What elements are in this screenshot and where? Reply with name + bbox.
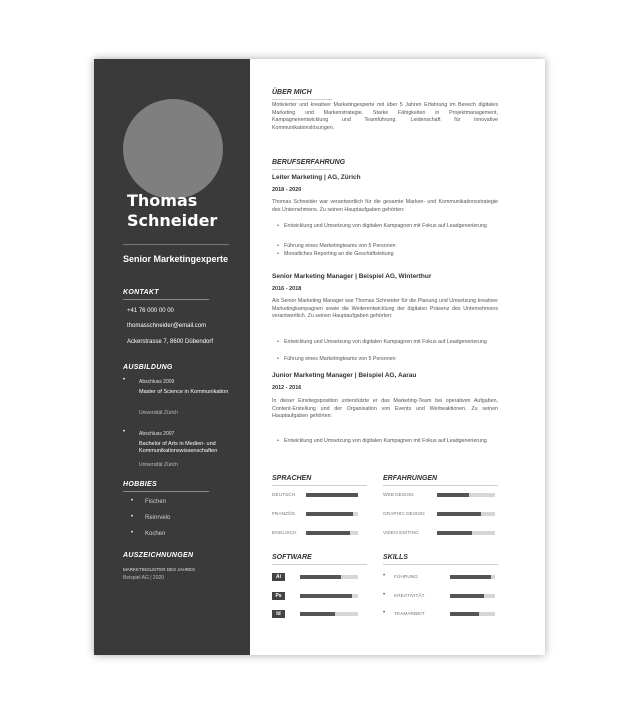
language-bar-fill — [306, 531, 350, 535]
education-year: Abschluss 2007 — [139, 431, 175, 437]
divider — [272, 169, 332, 170]
job-bullet: • Führung eines Marketingteams von 5 Personen — [284, 356, 492, 363]
contact-address: Ackerstrasse 7, 8600 Dübendorf — [127, 339, 214, 345]
experience-label: WEB DESIGN — [383, 493, 414, 498]
language-bar — [306, 531, 358, 535]
cv-page — [94, 59, 545, 655]
education-heading: AUSBILDUNG — [123, 364, 173, 371]
education-degree: Bachelor of Arts in Medien- und Kommunikationswissenschaften — [139, 441, 218, 454]
divider — [272, 564, 367, 565]
experience-label: VIDEO EDITING — [383, 531, 419, 536]
software-bar-fill — [300, 575, 341, 579]
language-label: ENGLISCH — [272, 531, 297, 536]
bullet-icon: • — [131, 530, 134, 536]
job-title: Senior Marketing Manager | Beispiel AG, Winterthur — [272, 273, 432, 280]
job-bullet: • Entwicklung und Umsetzung von digitalen Kampagnen mit Fokus auf Leadgenerierung — [284, 339, 492, 346]
job-dates: 2012 - 2016 — [272, 385, 302, 391]
last-name: Schneider — [127, 211, 218, 230]
languages-heading: SPRACHEN — [272, 475, 312, 482]
experience-bar — [437, 531, 495, 535]
experience-bar — [437, 512, 495, 516]
divider — [272, 485, 367, 486]
job-bullet: • Führung eines Marketingteams von 5 Personen — [284, 243, 492, 250]
experiences-heading: ERFAHRUNGEN — [383, 475, 438, 482]
skill-label: FÜHRUNG — [394, 575, 418, 580]
job-description: Thomas Schneider war verantwortlich für die gesamte Marken- und Kommunikationsstrategie des Unternehmens. Zu seinen Hauptaufgaben gehörten: — [272, 199, 498, 213]
skill-label: KREATIVITÄT — [394, 594, 425, 599]
bullet-icon: • — [131, 498, 134, 504]
job-description: Als Senior Marketing Manager war Thomas Schneider für die Planung und Umsetzung kreativer Marketingkampagnen sowie die Weiterentwicklung der digitalen Präsenz des Unternehmens verantwortlich. Zu seinen Hauptaufgaben gehörten: — [272, 298, 498, 319]
divider — [383, 564, 498, 565]
skill-bar — [450, 594, 495, 598]
about-text: Motivierter und kreativer Marketingexperte mit über 5 Jahren Erfahrung im Bereich digitales Marketing und Markenstrategie. Starke Fähigkeiten in Projektmanagement, Kampagnenentwicklung und Teamführung. Leidenschaft für innovative Kommunikationslösungen. — [272, 102, 498, 131]
experience-heading: BERUFSERFAHRUNG — [272, 159, 346, 166]
contact-email: thomasschneider@email.com — [127, 323, 207, 329]
skill-bar-fill — [450, 594, 484, 598]
awards-heading: AUSZEICHNUNGEN — [123, 552, 194, 559]
award-title: MARKETINGLEITER DES JAHRES — [123, 567, 196, 572]
language-bar — [306, 512, 358, 516]
language-label: FRANZÖS — [272, 512, 295, 517]
main-content — [272, 59, 527, 655]
education-school: Universität Zürich — [139, 462, 178, 468]
experience-bar-fill — [437, 512, 481, 516]
skills-heading: SKILLS — [383, 554, 408, 561]
sidebar — [94, 59, 250, 655]
divider — [123, 299, 209, 300]
skill-bar — [450, 575, 495, 579]
job-bullet: • Entwicklung und Umsetzung von digitalen Kampagnen mit Fokus auf Leadgenerierung — [284, 223, 492, 230]
hobby-item: Kochen — [145, 531, 166, 537]
hobby-item: Fischen — [145, 499, 167, 505]
photoshop-icon: Ps — [272, 592, 285, 600]
full-name — [127, 191, 247, 231]
experience-bar — [437, 493, 495, 497]
language-bar — [306, 493, 358, 497]
education-school: Universität Zürich — [139, 410, 178, 416]
software-bar-fill — [300, 594, 352, 598]
bullet-icon: • — [383, 592, 386, 598]
skill-bar — [450, 612, 495, 616]
contact-heading: KONTAKT — [123, 289, 159, 296]
hobby-item: Reinrvelo — [145, 515, 171, 521]
bullet-icon: • — [131, 514, 134, 520]
about-heading: ÜBER MICH — [272, 89, 312, 96]
job-dates: 2018 - 2020 — [272, 187, 302, 193]
experience-bar-fill — [437, 531, 472, 535]
award-org: Beispiel AG | 2020 — [123, 575, 165, 581]
bullet-icon: • — [383, 610, 386, 616]
software-heading: SOFTWARE — [272, 554, 312, 561]
divider — [383, 485, 498, 486]
job-dates: 2016 - 2018 — [272, 286, 302, 292]
education-degree: Master of Science in Kommunikation — [139, 389, 229, 395]
job-title: Senior Marketingexperte — [123, 254, 229, 264]
software-bar — [300, 594, 358, 598]
education-year: Abschluss 2009 — [139, 379, 175, 385]
language-bar-fill — [306, 512, 353, 516]
bullet-icon: • — [123, 429, 126, 435]
experience-bar-fill — [437, 493, 469, 497]
divider — [123, 244, 229, 245]
divider — [123, 491, 209, 492]
job-bullet: • Monatliches Reporting an die Geschäftsleitung — [284, 251, 492, 258]
divider — [272, 99, 332, 100]
software-bar-fill — [300, 612, 335, 616]
hobbies-heading: HOBBIES — [123, 481, 157, 488]
bullet-icon: • — [123, 377, 126, 383]
contact-phone: +41 76 000 00 00 — [127, 308, 174, 314]
software-bar — [300, 575, 358, 579]
job-title: Junior Marketing Manager | Beispiel AG, Aarau — [272, 372, 417, 379]
skill-bar-fill — [450, 612, 479, 616]
experience-label: GRAPHIC DESIGN — [383, 512, 425, 517]
skill-bar-fill — [450, 575, 491, 579]
profile-photo-placeholder — [123, 99, 223, 199]
bullet-icon: • — [383, 573, 386, 579]
skill-label: TEAMARBEIT — [394, 612, 425, 617]
software-bar — [300, 612, 358, 616]
job-description: In dieser Einstiegsposition unterstützte er das Marketing-Team bei operativen Aufgaben, Content-Erstellung und der Organisation von Events und Werbeaktionen. Zu seinen Hauptaufgaben gehörten: — [272, 398, 498, 419]
job-bullet: • Entwicklung und Umsetzung von digitalen Kampagnen mit Fokus auf Leadgenerierung — [284, 438, 492, 445]
indesign-icon: Id — [272, 610, 285, 618]
job-title: Leiter Marketing | AG, Zürich — [272, 174, 361, 181]
illustrator-icon: Ai — [272, 573, 285, 581]
language-bar-fill — [306, 493, 358, 497]
first-name: Thomas — [127, 191, 198, 210]
language-label: DEUTSCH — [272, 493, 296, 498]
